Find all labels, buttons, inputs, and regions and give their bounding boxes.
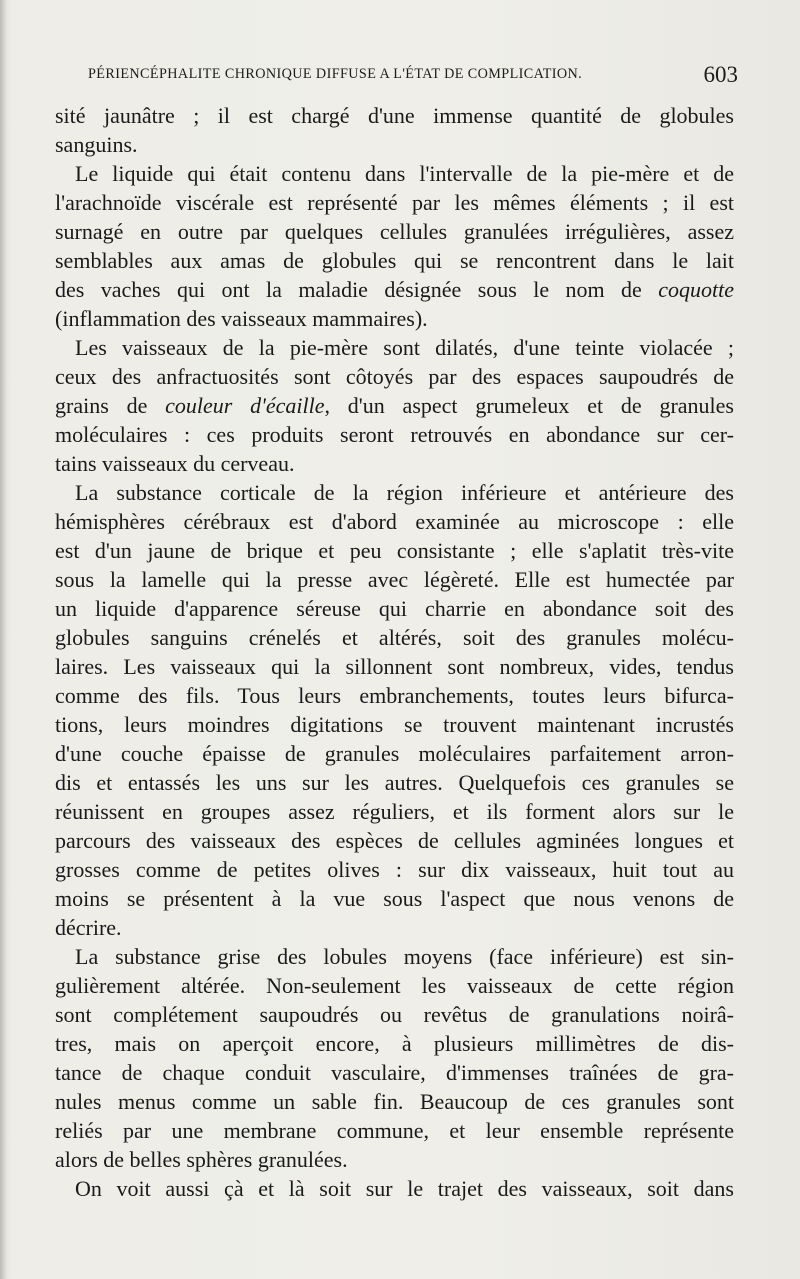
text-line: moléculaires : ces produits seront retrouvés en abondance sur cer- xyxy=(55,422,734,447)
text-line: réunissent en groupes assez réguliers, et ils forment alors sur le xyxy=(55,799,734,824)
text-line: décrire. xyxy=(55,915,122,940)
text-line: est d'un jaune de brique et peu consistante ; elle s'aplatit très-vite xyxy=(55,538,734,563)
page-header xyxy=(88,62,738,88)
text-line: (inflammation des vaisseaux mammaires). xyxy=(55,306,428,331)
text-line: Les vaisseaux de la pie-mère sont dilatés, d'une teinte violacée ; xyxy=(75,335,734,360)
text-line: d'une couche épaisse de granules moléculaires parfaitement arron- xyxy=(55,741,734,766)
text-segment: des vaches qui ont la maladie désignée sous le nom de xyxy=(55,277,659,302)
text-line: tains vaisseaux du cerveau. xyxy=(55,451,295,476)
page-binding-edge xyxy=(0,0,6,1279)
text-line: nules menus comme un sable fin. Beaucoup de ces granules sont xyxy=(55,1089,734,1114)
text-line: tres, mais on aperçoit encore, à plusieurs millimètres de dis- xyxy=(55,1031,734,1056)
text-line: l'arachnoïde viscérale est représenté par les mêmes éléments ; il est xyxy=(55,190,734,215)
text-line: alors de belles sphères granulées. xyxy=(55,1147,348,1172)
text-line: sanguins. xyxy=(55,132,138,157)
italic-term: couleur d'écaille xyxy=(165,393,325,418)
text-line: tions, leurs moindres digitations se trouvent maintenant incrustés xyxy=(55,712,734,737)
text-line: un liquide d'apparence séreuse qui charrie en abondance soit des xyxy=(55,596,734,621)
text-line: La substance corticale de la région inférieure et antérieure des xyxy=(75,480,734,505)
text-line: Le liquide qui était contenu dans l'intervalle de la pie-mère et de xyxy=(75,161,734,186)
text-line: ceux des anfractuosités sont côtoyés par des espaces saupoudrés de xyxy=(55,364,734,389)
body-text xyxy=(55,101,734,1203)
text-line: dis et entassés les uns sur les autres. Quelquefois ces granules se xyxy=(55,770,734,795)
text-line: gulièrement altérée. Non-seulement les vaisseaux de cette région xyxy=(55,973,734,998)
text-line: hémisphères cérébraux est d'abord examinée au microscope : elle xyxy=(55,509,734,534)
text-line: sont complétement saupoudrés ou revêtus de granulations noirâ- xyxy=(55,1002,734,1027)
page-number: 603 xyxy=(703,62,738,87)
text-line: surnagé en outre par quelques cellules granulées irrégulières, assez xyxy=(55,219,734,244)
text-line: moins se présentent à la vue sous l'aspect que nous venons de xyxy=(55,886,734,911)
text-line: sité jaunâtre ; il est chargé d'une immense quantité de globules xyxy=(55,103,734,128)
text-line: parcours des vaisseaux des espèces de cellules agminées longues et xyxy=(55,828,734,853)
text-line: On voit aussi çà et là soit sur le trajet des vaisseaux, soit dans xyxy=(75,1176,734,1201)
text-line: reliés par une membrane commune, et leur ensemble représente xyxy=(55,1118,734,1143)
text-line: tance de chaque conduit vasculaire, d'immenses traînées de gra- xyxy=(55,1060,734,1085)
text-line: globules sanguins crénelés et altérés, soit des granules molécu- xyxy=(55,625,734,650)
text-line: La substance grise des lobules moyens (face inférieure) est sin- xyxy=(75,944,734,969)
text-line: comme des fils. Tous leurs embranchements, toutes leurs bifurca- xyxy=(55,683,734,708)
italic-term: coquotte xyxy=(658,277,734,302)
text-line: laires. Les vaisseaux qui la sillonnent sont nombreux, vides, tendus xyxy=(55,654,734,679)
text-line: grosses comme de petites olives : sur dix vaisseaux, huit tout au xyxy=(55,857,734,882)
text-line xyxy=(55,391,734,420)
text-line: sous la lamelle qui la presse avec légèreté. Elle est humectée par xyxy=(55,567,734,592)
text-segment: , d'un aspect grumeleux et de granules xyxy=(324,393,734,418)
text-line: semblables aux amas de globules qui se rencontrent dans le lait xyxy=(55,248,734,273)
text-line xyxy=(55,275,734,304)
running-title: PÉRIENCÉPHALITE CHRONIQUE DIFFUSE A L'ÉTAT DE COMPLICATION. xyxy=(88,66,583,82)
text-segment: grains de xyxy=(55,393,166,418)
